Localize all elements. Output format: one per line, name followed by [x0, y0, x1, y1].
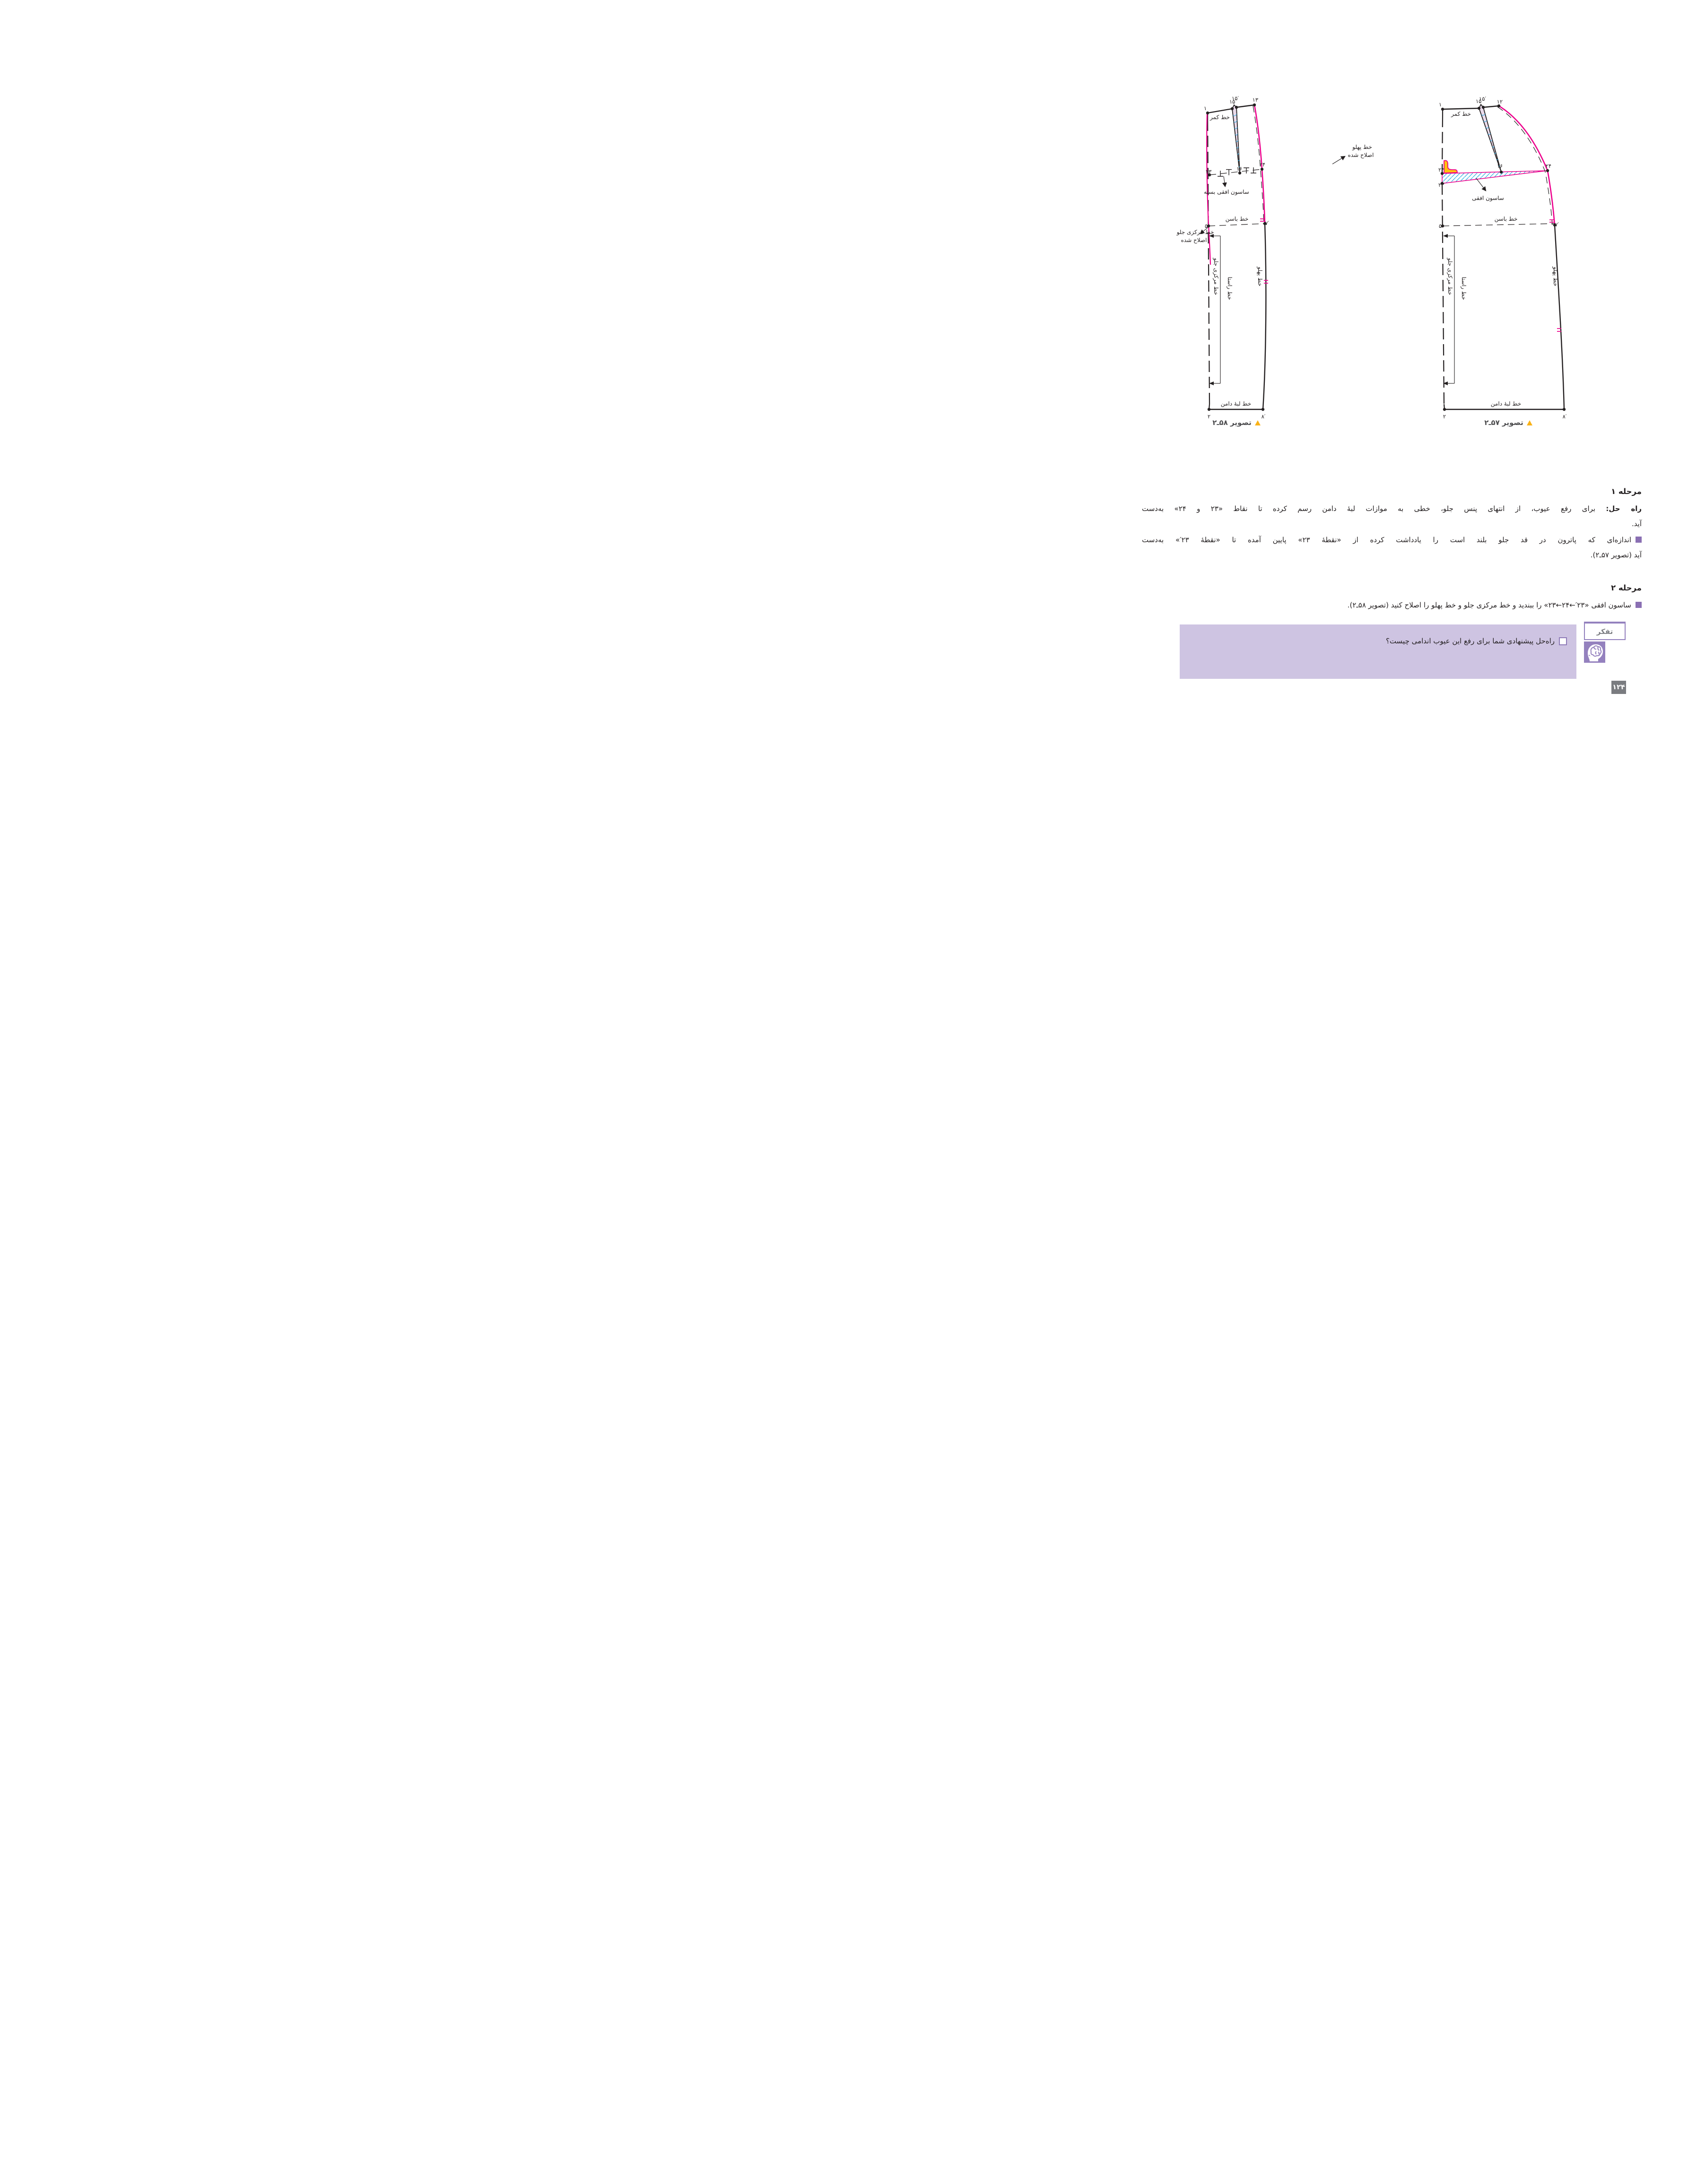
solution-lead: راه حل:	[1606, 504, 1642, 513]
brain-head-icon	[1584, 641, 1605, 663]
bullet-item-text: اندازه‌ای که پاترون در قد جلو بلند است را یادداشت کرده از «نقطۀ ۲۳» پایین آمده تا «نقطۀ ۲۳′» به‌دست	[1142, 536, 1631, 544]
point-5-label: ۵	[1439, 223, 1442, 229]
horizontal-dart-leader-arrow	[1476, 178, 1486, 191]
cf-vertical-label: خط مرکزی جلو	[1213, 258, 1219, 295]
caption-triangle-icon	[1527, 420, 1532, 425]
front-dart-shape	[1479, 104, 1501, 172]
page-number-badge	[1611, 681, 1626, 694]
hip-line-label: خط باسن	[1494, 216, 1518, 222]
horizontal-dart-shape	[1442, 171, 1548, 183]
cf-corrected-label-2: اصلاح شده	[1181, 237, 1207, 243]
pattern-points	[1206, 104, 1266, 411]
point-7p-label: ۷′	[1555, 221, 1559, 228]
side-seam-lower	[1263, 224, 1266, 409]
step1-heading: مرحله ۱	[1611, 487, 1642, 496]
point-24-label: ۲۴	[1259, 161, 1265, 168]
waist-line-left	[1443, 108, 1479, 109]
side-vertical-label: خط پهلو	[1552, 267, 1559, 286]
hem-line-label: خط لبۀ دامن	[1220, 400, 1252, 407]
point-23-label: ۲۳	[1438, 166, 1444, 173]
point-15-label: ۱۵	[1229, 98, 1236, 105]
point-15p-label: ۱۵′	[1479, 95, 1486, 102]
excess-length-patch	[1444, 160, 1457, 173]
caption-triangle-icon	[1255, 420, 1261, 425]
think-question-text: راه‌حل پیشنهادی شما برای رفع این عیوب اندامی چیست؟	[1385, 637, 1555, 645]
line-23-24-dashed	[1209, 169, 1262, 175]
step2-bullet-item	[1142, 600, 1642, 611]
figure-57-2-caption	[1468, 418, 1549, 427]
step1-bullet-item-cont: آید (تصویر ۵۷ـ۲).	[1590, 551, 1642, 559]
cf-corrected-label-1: خط مرکزی جلو	[1176, 229, 1214, 235]
side-corrected-leader-arrow	[1332, 156, 1345, 164]
point-12-label: ۱۲	[1497, 98, 1503, 105]
bullet-square-icon	[1636, 602, 1642, 608]
think-tag-label: تفکر	[1596, 627, 1613, 636]
think-activity-box	[1180, 624, 1576, 679]
solution-body: برای رفع عیوب، از انتهای پنس جلو، خطی به موازات لبۀ دامن رسم کرده تا نقاط «۲۳ و ۲۴» به‌دست	[1142, 504, 1606, 513]
waist-line-label: خط کمر	[1210, 114, 1230, 121]
point-15-label: ۱۵	[1476, 98, 1482, 104]
point-1-label: ۱	[1204, 105, 1207, 112]
hip-line-dashed	[1209, 224, 1265, 226]
point-13-label: ۱۳	[1252, 96, 1258, 103]
caption-text: تصویر ۵۷ـ۲	[1484, 418, 1523, 427]
side-corrected-label-2: اصلاح شده	[1348, 152, 1374, 158]
point-23p-label: ۲۳′	[1438, 182, 1445, 188]
point-5-label: ۵	[1205, 223, 1208, 229]
side-seam-lower	[1555, 225, 1564, 409]
horizontal-dart-label: ساسون افقی	[1472, 195, 1504, 201]
point-24-label: ۲۴	[1545, 163, 1551, 169]
figure-58-2-diagram	[1154, 92, 1390, 442]
page-number: ۱۲۴	[1612, 684, 1625, 691]
think-question-row	[1386, 637, 1567, 645]
side-corrected-label-1: خط پهلو	[1352, 144, 1372, 150]
side-vertical-label: خط پهلو	[1257, 267, 1263, 286]
waist-line-left	[1208, 109, 1232, 113]
checkbox-square-icon	[1559, 637, 1567, 645]
point-2-label: ۲	[1207, 413, 1211, 420]
hip-line-label: خط باسن	[1225, 216, 1249, 222]
cf-dashed-lower	[1442, 183, 1444, 404]
step1-solution-line1	[1142, 504, 1642, 514]
figure-57-2-diagram	[1409, 92, 1636, 442]
caption-text: تصویر ۵۸ـ۲	[1212, 418, 1252, 427]
grain-vertical-label: خط راستا	[1227, 277, 1233, 300]
textbook-page	[1125, 0, 1688, 728]
step2-heading: مرحله ۲	[1611, 583, 1642, 592]
waist-line-right	[1236, 105, 1254, 107]
closed-dart-leader-arrow	[1224, 176, 1225, 186]
figure-58-2-caption	[1196, 418, 1277, 427]
bracket-arrow-top	[1443, 234, 1448, 238]
waist-line-label: خط کمر	[1451, 111, 1471, 117]
point-15p-label: ۱۵′	[1232, 95, 1239, 102]
waist-line-right	[1483, 106, 1499, 107]
think-tag-box	[1584, 622, 1626, 640]
bullet-item-text: ساسون افقی «۲۳′←۲۴←۲۳» را ببندید و خط مرکزی جلو و خط پهلو را اصلاح کنید (تصویر ۵۸ـ۲).	[1347, 601, 1631, 609]
old-side-line-dashed	[1494, 107, 1552, 225]
point-16-label: ۱۶	[1497, 163, 1503, 169]
step1-solution-line2: آید.	[1632, 520, 1642, 528]
point-23-label: ۲۳	[1206, 168, 1212, 175]
hem-line-label: خط لبۀ دامن	[1490, 400, 1522, 407]
grain-vertical-label: خط راستا	[1461, 277, 1467, 300]
pattern-points	[1441, 104, 1566, 411]
point-16-label: ۱۶	[1236, 165, 1243, 172]
point-8p-label: ۸′	[1562, 413, 1567, 420]
point-7p-label: ۷′	[1265, 220, 1269, 226]
closed-dart-label: ساسون افقی بسته	[1204, 189, 1249, 195]
step1-bullet-item	[1142, 535, 1642, 546]
cf-vertical-label: خط مرکزی جلو	[1447, 258, 1453, 295]
hip-line-dashed	[1443, 224, 1555, 226]
point-1-label: ۱	[1439, 101, 1442, 108]
cf-dashed-upper	[1442, 116, 1443, 173]
bullet-square-icon	[1636, 537, 1642, 543]
point-8p-label: ۸′	[1261, 413, 1266, 420]
point-2-label: ۲	[1443, 413, 1446, 420]
